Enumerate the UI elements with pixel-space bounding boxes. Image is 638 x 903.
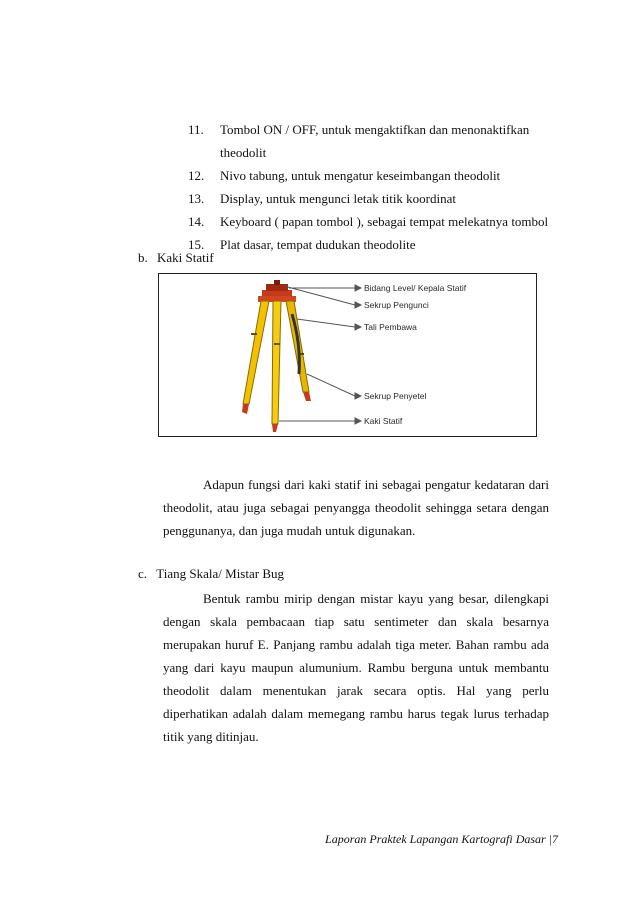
paragraph-line: yang dari kayu maupun alumunium. Rambu berguna untuk membantu	[163, 660, 549, 675]
list-item	[188, 210, 558, 233]
paragraph-line: merupakan huruf E. Panjang rambu adalah tiga meter. Bahan rambu ada	[163, 637, 549, 652]
list-number: 11.	[188, 122, 204, 137]
paragraph-tiang-skala	[163, 587, 549, 748]
callout-label-strap: Tali Pembawa	[364, 322, 417, 332]
paragraph-kaki-statif	[163, 473, 549, 542]
list-item	[188, 164, 558, 187]
list-text: theodolit	[220, 145, 267, 160]
list-item	[188, 187, 558, 210]
list-number: 14.	[188, 214, 205, 229]
locking-screw	[274, 280, 280, 285]
paragraph-line: theodolit dalam menentukan jarak secara optis. Hal yang perlu	[163, 683, 549, 698]
callout-label-head: Bidang Level/ Kepala Statif	[364, 283, 467, 293]
list-text: Tombol ON / OFF, untuk mengaktifkan dan menonaktifkan	[220, 122, 530, 137]
list-text: Nivo tabung, untuk mengatur keseimbangan theodolit	[220, 168, 501, 183]
section-label: b.	[138, 250, 148, 265]
callout-label-adjust-screw: Sekrup Penyetel	[364, 391, 427, 401]
callout-label-locking-screw: Sekrup Pengunci	[364, 300, 429, 310]
list-number	[188, 141, 220, 164]
list-number: 12.	[188, 168, 205, 183]
list-number: 15.	[188, 237, 205, 252]
tripod-diagram	[159, 274, 536, 436]
section-b-heading	[138, 250, 214, 266]
paragraph-line: dengan skala pembacaan tiap satu sentimeter dan skala besarnya	[163, 614, 549, 629]
list-number: 13.	[188, 191, 205, 206]
list-item	[188, 233, 558, 256]
paragraph-line: titik yang ditinjau.	[163, 729, 259, 744]
list-item	[188, 118, 558, 141]
page-footer: Laporan Praktek Lapangan Kartografi Dasar |7	[325, 832, 558, 846]
tripod-head-top	[266, 284, 288, 291]
section-c-heading	[138, 566, 284, 582]
section-title: Tiang Skala/ Mistar Bug	[156, 566, 285, 581]
list-item	[188, 141, 558, 164]
tripod-figure	[158, 273, 537, 437]
numbered-list	[188, 118, 558, 256]
section-title: Kaki Statif	[157, 250, 214, 265]
list-text: Keyboard ( papan tombol ), sebagai tempat melekatnya tombol	[220, 214, 549, 229]
list-text: Display, untuk mengunci letak titik koordinat	[220, 191, 457, 206]
paragraph-line: diperhatikan adalah dalam memegang rambu harus tegak lurus terhadap	[163, 706, 549, 721]
callout-label-legs: Kaki Statif	[364, 416, 403, 426]
paragraph-line: theodolit, atau juga sebagai penyangga theodolit sehingga setara dengan	[163, 500, 549, 515]
section-label: c.	[138, 566, 148, 581]
paragraph-line: Bentuk rambu mirip dengan mistar kayu yang besar, dilengkapi	[203, 591, 549, 606]
list-text: Plat dasar, tempat dudukan theodolite	[220, 237, 416, 252]
paragraph-line: Adapun fungsi dari kaki statif ini sebagai pengatur kedataran dari	[203, 477, 549, 492]
paragraph-line: penggunanya, dan juga mudah untuk digunakan.	[163, 523, 416, 538]
